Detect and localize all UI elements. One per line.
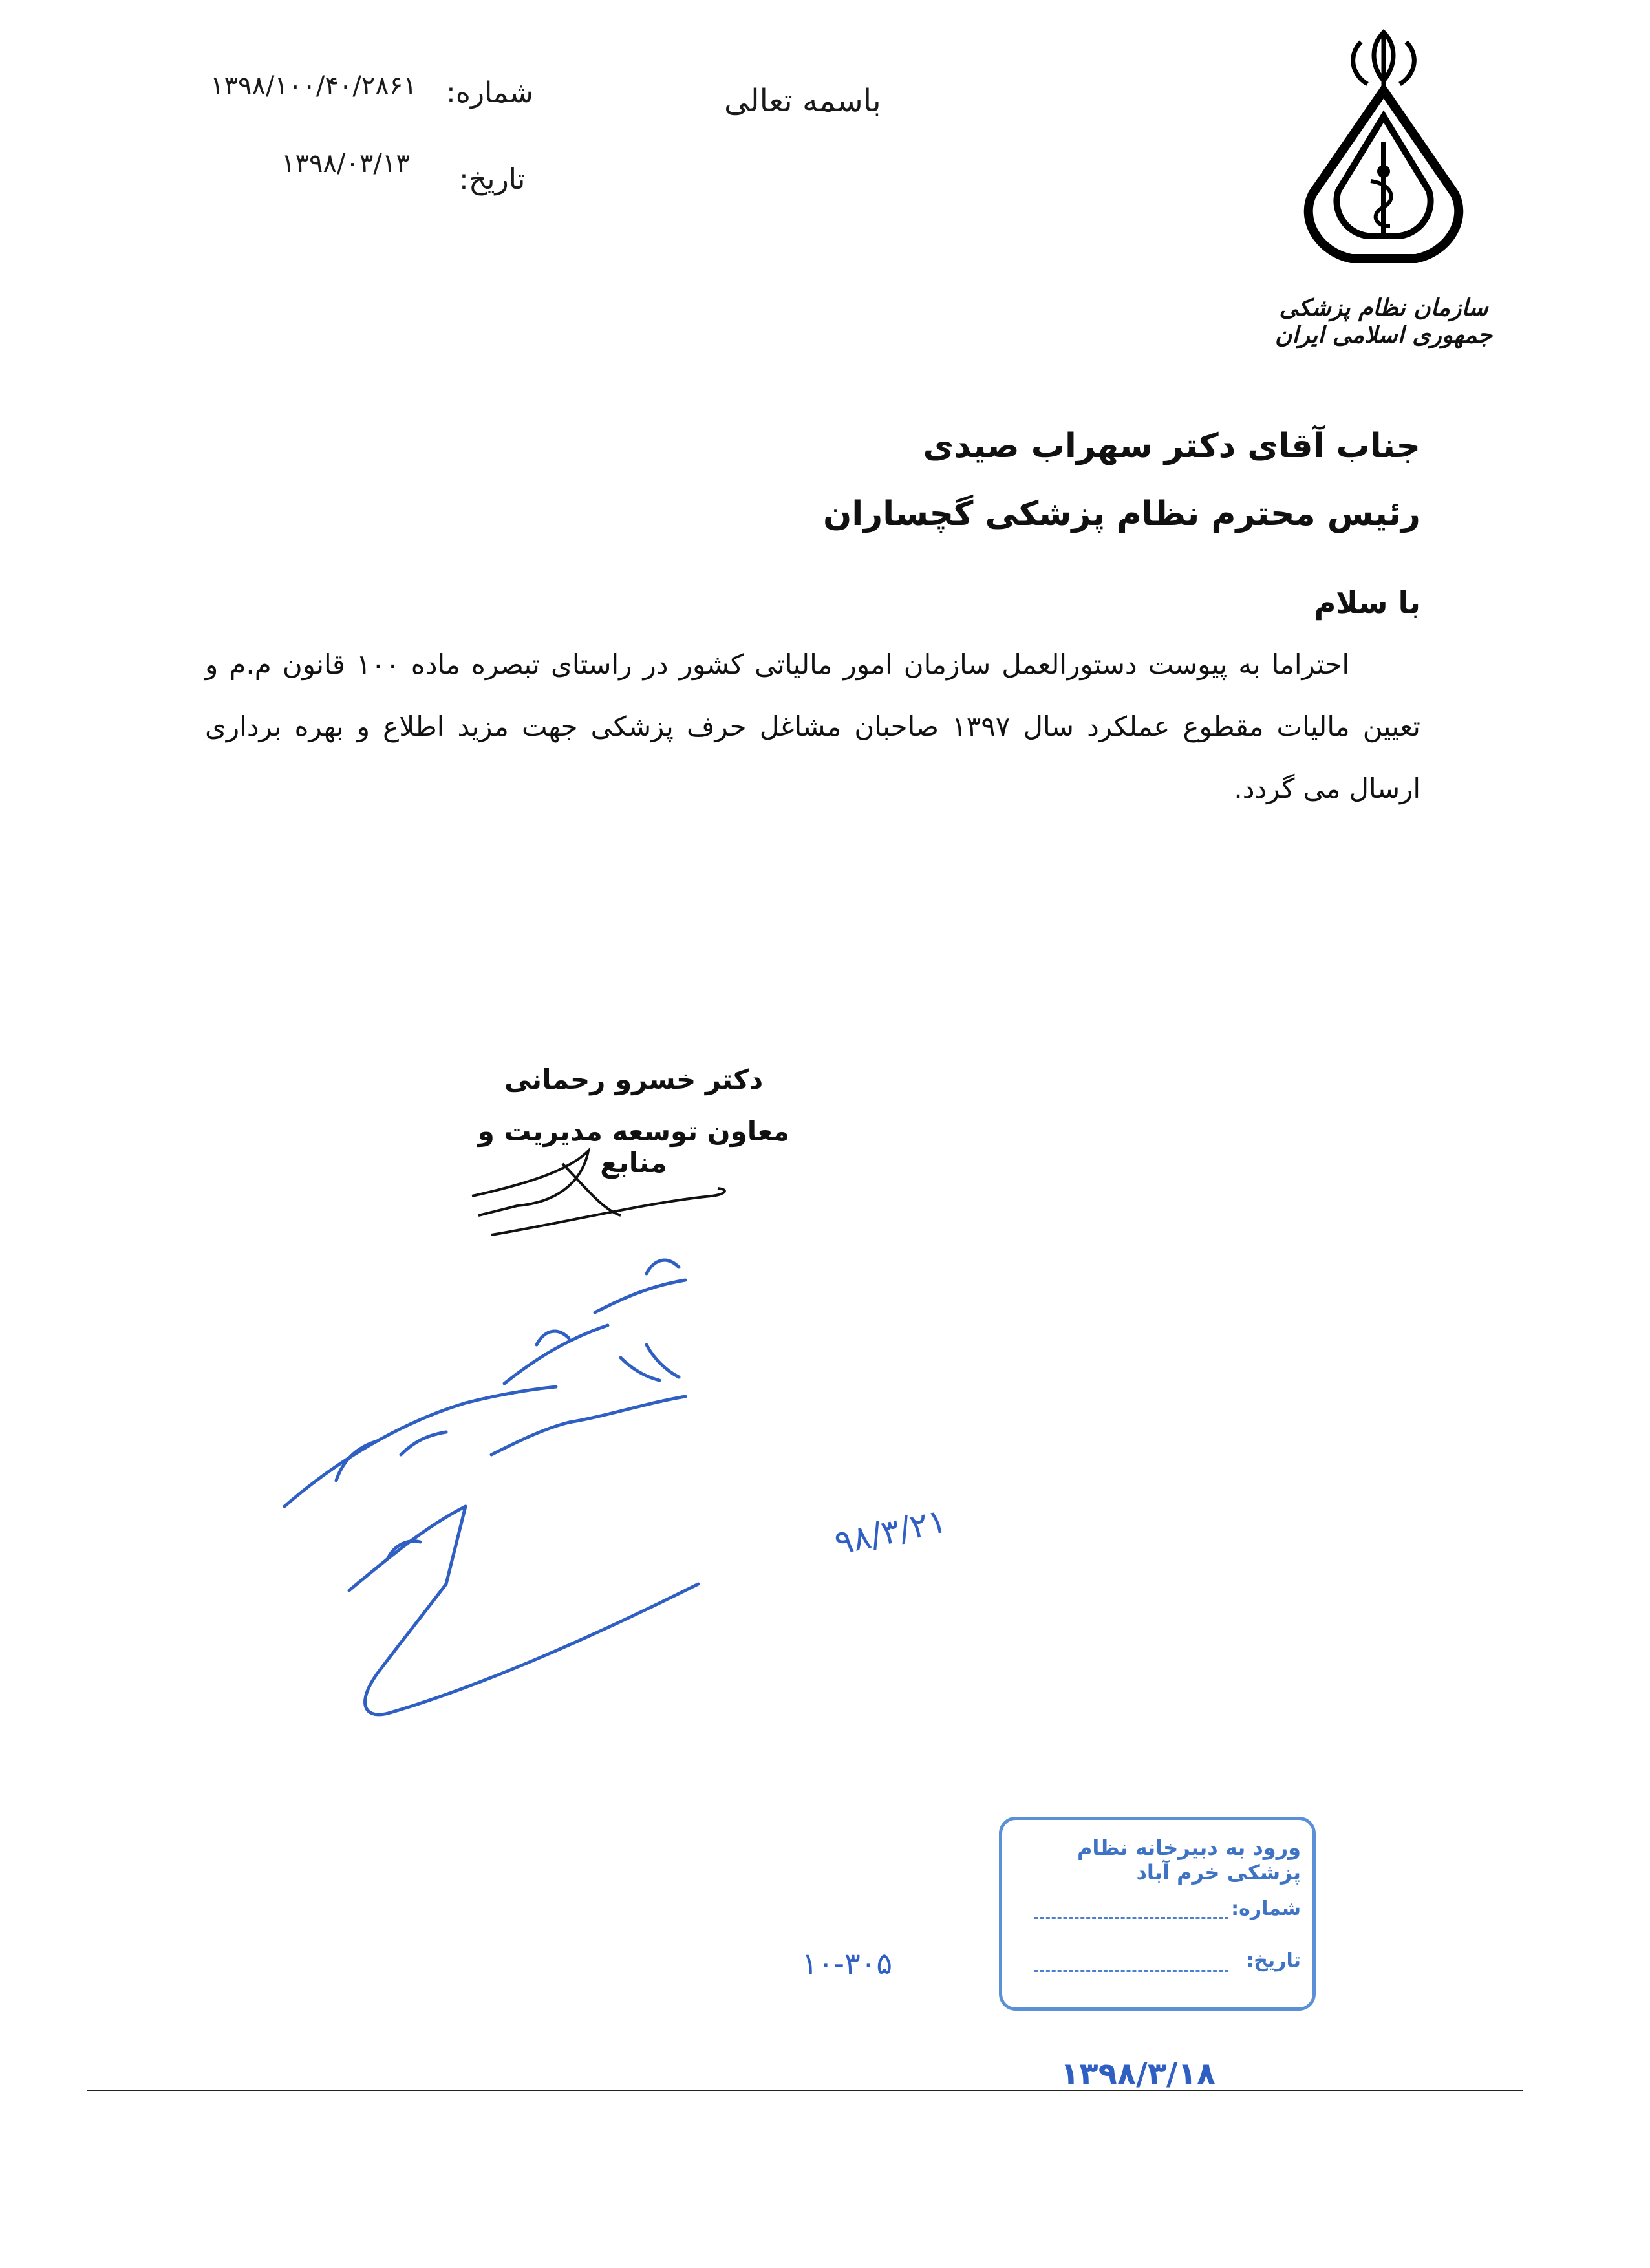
handwritten-note bbox=[233, 1248, 1047, 1907]
footer-date: ۱۳۹۸/۳/۱۸ bbox=[1060, 2056, 1216, 2092]
addressee-line2: رئیس محترم نظام پزشکی گچساران bbox=[823, 495, 1420, 533]
letter-body: احتراما به پیوست دستورالعمل سازمان امور مالیاتی کشور در راستای تبصره ماده ۱۰۰ قانون م.م و تعیین مالیات مقطوع عملکرد سال ۱۳۹۷ صاحبان مشاغل حرف پزشکی جهت مزید اطلاع و بهره برداری ارسال می گردد. bbox=[205, 648, 1420, 804]
stamp-date-line bbox=[1034, 1970, 1228, 1972]
stamp-number-line bbox=[1034, 1917, 1228, 1919]
handwritten-number: ۱۰-۳۰۵ bbox=[802, 1946, 893, 1981]
logo-caption: سازمان نظام پزشکی جمهوری اسلامی ایران bbox=[1274, 294, 1493, 348]
signature-icon bbox=[453, 1144, 750, 1241]
date-label: تاریخ: bbox=[459, 163, 526, 196]
number-label: شماره: bbox=[446, 76, 533, 109]
received-stamp bbox=[999, 1817, 1316, 2011]
stamp-number-label: شماره: bbox=[1231, 1898, 1301, 1920]
medical-council-logo-icon bbox=[1287, 19, 1481, 304]
logo bbox=[1287, 19, 1481, 304]
addressee-line1: جناب آقای دکتر سهراب صیدی bbox=[923, 427, 1420, 465]
basmala: باسمه تعالی bbox=[724, 83, 881, 119]
stamp-title: ورود به دبیرخانه نظام پزشکی خرم آباد bbox=[1077, 1835, 1301, 1885]
stamp-date-label: تاریخ: bbox=[1246, 1949, 1301, 1972]
handwritten-date: ۹۸/۳/۲۱ bbox=[831, 1501, 950, 1563]
number-value: ۱۳۹۸/۱۰۰/۴۰/۲۸۶۱ bbox=[210, 71, 417, 101]
signer-name: دکتر خسرو رحمانی bbox=[504, 1064, 764, 1095]
footer-rule bbox=[87, 2090, 1523, 2091]
handwritten-note-icon bbox=[233, 1248, 1047, 1907]
signer-title: معاون توسعه مدیریت و منابع bbox=[477, 1115, 790, 1179]
signature bbox=[453, 1144, 750, 1241]
date-value: ۱۳۹۸/۰۳/۱۳ bbox=[281, 149, 410, 178]
greeting: با سلام bbox=[1314, 585, 1420, 620]
